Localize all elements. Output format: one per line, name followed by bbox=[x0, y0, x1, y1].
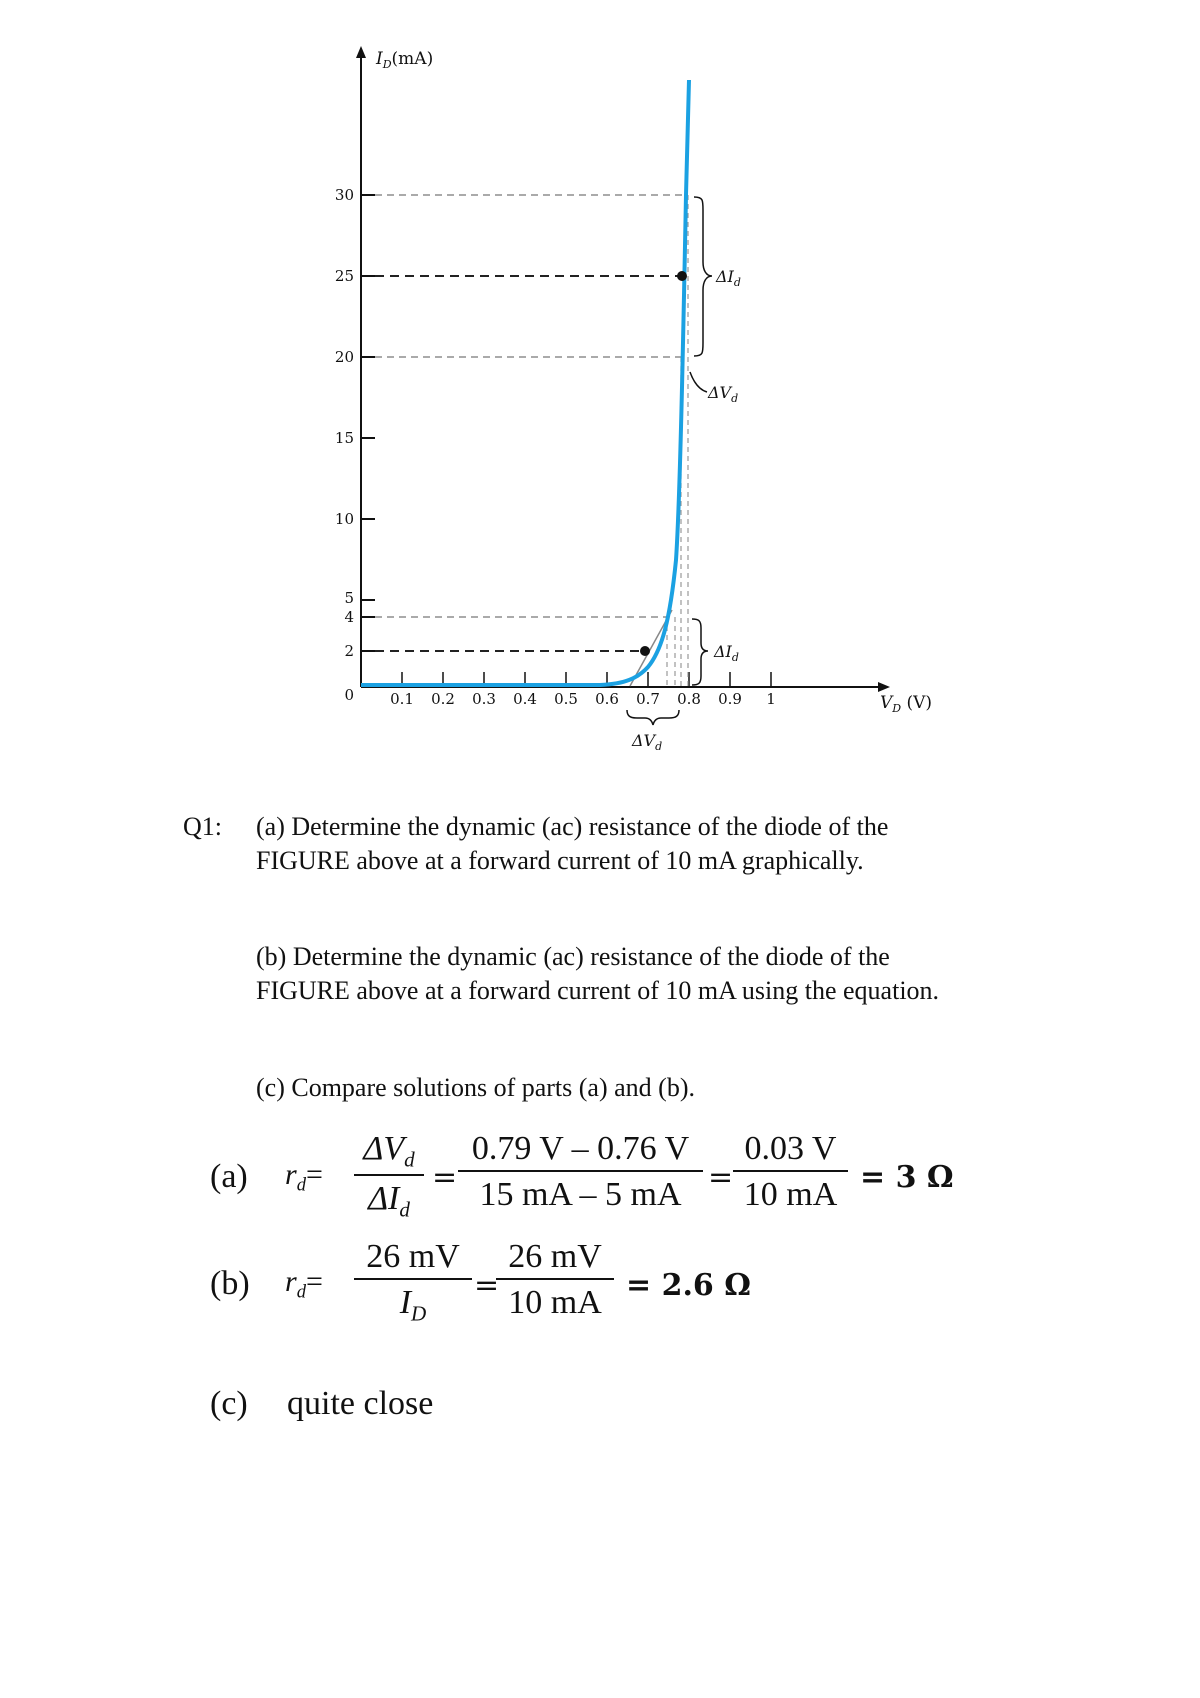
y-tick-marks bbox=[361, 195, 375, 651]
answer-a-fraction-1 bbox=[354, 1130, 424, 1223]
fraction-numerator: 26 mV bbox=[354, 1238, 472, 1280]
operating-point-2mA bbox=[640, 646, 650, 656]
x-tick-0.1: 0.1 bbox=[390, 690, 414, 708]
question-part-a-line2: FIGURE above at a forward current of 10 mA graphically. bbox=[256, 846, 864, 875]
fraction-numerator: $\Delta V_d$ bbox=[354, 1130, 424, 1176]
y-tick-5: 5 bbox=[344, 589, 354, 607]
y-tick-4: 4 bbox=[344, 608, 354, 626]
fraction-numerator: 26 mV bbox=[496, 1238, 614, 1280]
answer-c-text: quite close bbox=[287, 1385, 434, 1422]
question-part-b-line2: FIGURE above at a forward current of 10 mA using the equation. bbox=[256, 976, 940, 1005]
upper-delta-id-label: $\Delta I_d$ bbox=[716, 267, 741, 289]
rd-symbol: r bbox=[285, 1265, 297, 1298]
x-axis-arrow bbox=[878, 682, 890, 692]
x-axis-label: $V_D$ (V) bbox=[880, 693, 933, 715]
question-part-b bbox=[256, 940, 939, 1008]
fraction-denominator: $I_D$ bbox=[399, 1284, 427, 1326]
lower-delta-vd-label: $\Delta V_d$ bbox=[632, 731, 663, 753]
rd-subscript: d bbox=[296, 1281, 306, 1303]
y-axis-label: $I_D(mA)$ bbox=[376, 49, 434, 71]
lower-delta-id-brace bbox=[692, 619, 708, 685]
answer-a-rd bbox=[285, 1158, 323, 1197]
question-part-a bbox=[256, 810, 888, 878]
y-tick-25: 25 bbox=[334, 267, 354, 285]
rd-subscript: d bbox=[296, 1174, 306, 1196]
origin-label: 0 bbox=[344, 686, 354, 704]
fraction-denominator: 10 mA bbox=[743, 1176, 838, 1213]
equals-sign: = bbox=[474, 1268, 500, 1303]
answer-a-fraction-3 bbox=[733, 1130, 848, 1214]
answer-b-fraction-1 bbox=[354, 1238, 472, 1326]
fraction-denominator: $\Delta I_d$ bbox=[368, 1180, 410, 1222]
upper-delta-vd-label: $\Delta V_d$ bbox=[708, 383, 739, 405]
upper-delta-vd-arc bbox=[690, 372, 707, 392]
answer-b-label: (b) bbox=[210, 1265, 250, 1302]
x-tick-0.8: 0.8 bbox=[677, 690, 701, 708]
y-tick-10: 10 bbox=[334, 510, 354, 528]
operating-point-25mA bbox=[677, 271, 687, 281]
lower-delta-id-label: $\Delta I_d$ bbox=[714, 642, 739, 664]
x-tick-0.9: 0.9 bbox=[718, 690, 742, 708]
answer-b-result: = 2.6 Ω bbox=[626, 1268, 751, 1303]
x-tick-0.7: 0.7 bbox=[636, 690, 660, 708]
x-tick-1: 1 bbox=[766, 690, 776, 708]
y-axis-arrow bbox=[356, 46, 366, 58]
answer-b-fraction-2 bbox=[496, 1238, 614, 1322]
answer-a-result: = 3 Ω bbox=[860, 1160, 954, 1195]
rd-symbol: r bbox=[285, 1158, 297, 1191]
diode-characteristic-figure bbox=[0, 0, 1200, 780]
lower-delta-vd-brace bbox=[627, 710, 679, 725]
equals-sign: = bbox=[305, 1158, 323, 1191]
x-tick-0.3: 0.3 bbox=[472, 690, 496, 708]
y-tick-15: 15 bbox=[334, 429, 354, 447]
fraction-denominator: 10 mA bbox=[508, 1284, 602, 1321]
y-tick-2: 2 bbox=[344, 642, 354, 660]
y-tick-30: 30 bbox=[334, 186, 354, 204]
answer-a-label: (a) bbox=[210, 1158, 248, 1195]
y-tick-20: 20 bbox=[334, 348, 354, 366]
x-tick-0.5: 0.5 bbox=[554, 690, 578, 708]
answer-a-fraction-2 bbox=[458, 1130, 703, 1214]
y-tick-labels bbox=[335, 186, 354, 704]
question-label: Q1: bbox=[183, 812, 222, 841]
answer-b-rd bbox=[285, 1265, 323, 1304]
x-tick-0.6: 0.6 bbox=[595, 690, 619, 708]
question-part-a-line1: (a) Determine the dynamic (ac) resistance of the diode of the bbox=[256, 812, 889, 841]
x-tick-0.4: 0.4 bbox=[513, 690, 537, 708]
fraction-numerator: 0.03 V bbox=[733, 1130, 848, 1172]
x-tick-labels bbox=[390, 690, 776, 708]
equals-sign: = bbox=[708, 1160, 734, 1195]
equals-sign: = bbox=[432, 1160, 458, 1195]
answer-c-label: (c) bbox=[210, 1385, 248, 1422]
equals-sign: = bbox=[305, 1265, 323, 1298]
fraction-numerator: 0.79 V – 0.76 V bbox=[458, 1130, 703, 1172]
fraction-denominator: 15 mA – 5 mA bbox=[479, 1176, 682, 1213]
question-part-c: (c) Compare solutions of parts (a) and (b). bbox=[256, 1073, 695, 1102]
horizontal-guides bbox=[375, 195, 688, 651]
question-part-b-line1: (b) Determine the dynamic (ac) resistance of the diode of the bbox=[256, 942, 890, 971]
diode-curve bbox=[361, 80, 689, 685]
x-tick-0.2: 0.2 bbox=[431, 690, 455, 708]
upper-delta-id-brace bbox=[694, 197, 712, 356]
